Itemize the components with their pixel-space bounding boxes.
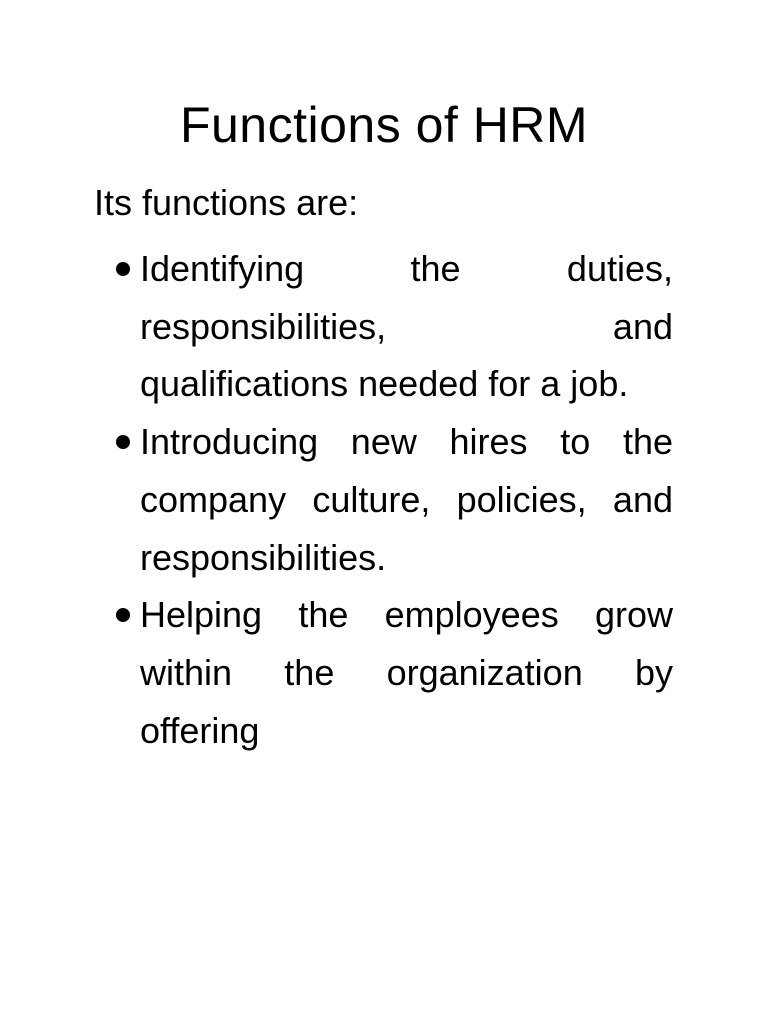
list-item	[0, 240, 673, 413]
bullet-text: Identifying the duties, responsibilities, and qualifications needed for a job.	[140, 248, 673, 405]
bullet-dot-icon	[116, 608, 130, 622]
functions-list	[0, 240, 768, 759]
list-item	[0, 586, 673, 759]
intro-text: Its functions are:	[94, 182, 359, 223]
bullet-dot-icon	[116, 435, 130, 449]
bullet-dot-icon	[116, 262, 130, 276]
page-title: Functions of HRM	[179, 97, 589, 153]
bullet-text: Introducing new hires to the company culture, policies, and responsibilities.	[140, 421, 673, 578]
bullet-text: Helping the employees grow within the organization by offering	[140, 594, 673, 751]
list-item	[0, 413, 673, 586]
